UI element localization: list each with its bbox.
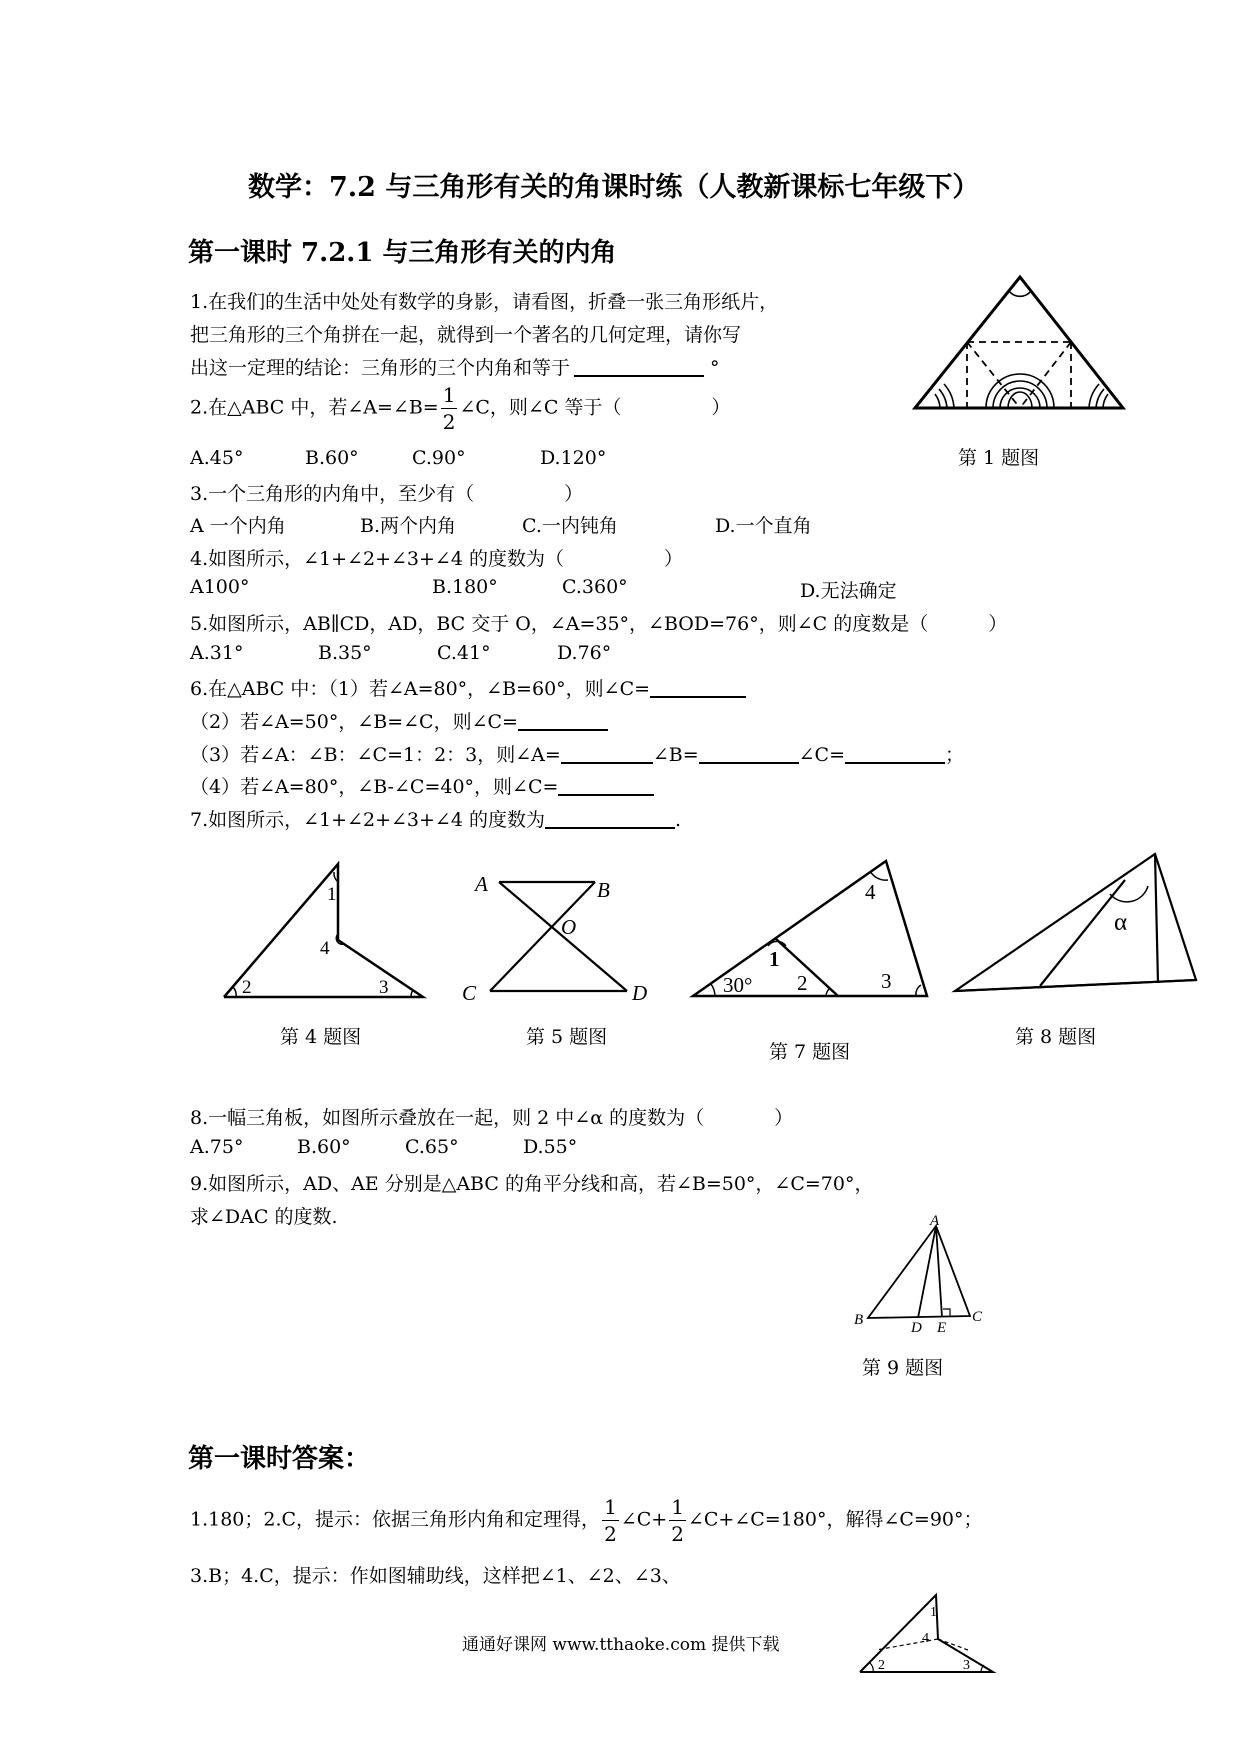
q3-close: ）: [564, 483, 584, 505]
q6-l3a-text: （3）若∠A：∠B：∠C=1：2：3，则∠A=: [190, 744, 561, 766]
q6-l2-text: （2）若∠A=50°，∠B=∠C，则∠C=: [190, 711, 518, 733]
q3-opt-c[interactable]: C.一内钝角: [522, 515, 618, 537]
fig7-label-2: 2: [797, 971, 808, 995]
q5-opt-c[interactable]: C.41°: [437, 642, 491, 664]
caption-fig5: 第 5 题图: [526, 1026, 608, 1048]
q5-close: ）: [988, 613, 1008, 635]
q5-opt-a[interactable]: A.31°: [190, 642, 244, 664]
fig5-label-o: O: [561, 915, 577, 939]
caption-fig4: 第 4 题图: [280, 1026, 362, 1048]
fig4-label-4: 4: [320, 938, 330, 959]
q1-text: 出这一定理的结论：三角形的三个内角和等于: [190, 357, 571, 379]
figans-label-1: 1: [930, 1605, 937, 1620]
fig7-label-4: 4: [865, 880, 876, 904]
q8-close: ）: [774, 1107, 794, 1129]
fig9-label-b: B: [854, 1312, 864, 1328]
q2-opt-b[interactable]: B.60°: [305, 447, 359, 469]
q6-l4-text: （4）若∠A=80°，∠B-∠C=40°，则∠C=: [190, 776, 559, 798]
figans-label-4: 4: [922, 1631, 929, 1646]
q4-opt-b[interactable]: B.180°: [432, 576, 498, 598]
q5-opt-d[interactable]: D.76°: [557, 642, 612, 664]
q1-line2: 把三角形的三个角拼在一起，就得到一个著名的几何定理，请你写: [190, 324, 742, 346]
q4-opt-a[interactable]: A100°: [190, 576, 250, 598]
fig5-label-c: C: [462, 981, 477, 1005]
q6-l3-end: ；: [945, 744, 965, 766]
fig5-label-a: A: [475, 872, 488, 896]
fig7-label-3: 3: [881, 969, 892, 993]
q3-opt-b[interactable]: B.两个内角: [360, 515, 457, 537]
fig9-label-a: A: [930, 1213, 940, 1229]
q8-opt-b[interactable]: B.60°: [297, 1136, 351, 1158]
answers-frac2-den: 2: [671, 1522, 684, 1546]
answers-frac1-den: 2: [604, 1522, 617, 1546]
figans-label-2: 2: [878, 1658, 885, 1673]
q9-line1: 9.如图所示，AD、AE 分别是△ABC 的角平分线和高，若∠B=50°，∠C=70°，: [190, 1173, 874, 1195]
q4-opt-c[interactable]: C.360°: [562, 576, 628, 598]
fig7-label-30: 30°: [723, 973, 753, 997]
fig8-label-alpha: α: [1114, 909, 1128, 936]
fig9-label-c: C: [972, 1309, 983, 1325]
page-footer: 通通好课网 www.tthaoke.com 提供下载: [462, 1635, 780, 1655]
fig7-label-1: 1: [769, 947, 780, 971]
answers-l1a: 1.180；2.C，提示：依据三角形内角和定理得，: [190, 1508, 601, 1531]
q7-text: 7.如图所示，∠1+∠2+∠3+∠4 的度数为: [190, 809, 545, 831]
page-title: 数学：7.2 与三角形有关的角课时练（人教新课标七年级下）: [248, 172, 980, 203]
q2-post: ∠C，则∠C 等于（: [459, 396, 622, 419]
answers-line2: 3.B；4.C，提示：作如图辅助线，这样把∠1、∠2、∠3、: [190, 1565, 681, 1587]
fig4-label-2: 2: [242, 977, 252, 998]
q8-opt-a[interactable]: A.75°: [190, 1136, 244, 1158]
fig5-label-b: B: [597, 878, 610, 902]
q4-close: ）: [663, 548, 683, 570]
q9-line2: 求∠DAC 的度数.: [190, 1206, 338, 1228]
caption-fig9: 第 9 题图: [862, 1357, 944, 1379]
q2-frac-den: 2: [442, 410, 456, 434]
answers-l1b: ∠C+: [620, 1508, 668, 1531]
q6-l3c-text: ∠C=: [798, 744, 846, 766]
caption-fig7: 第 7 题图: [769, 1041, 851, 1063]
answers-frac1-num: 1: [604, 1495, 617, 1519]
q6-l1-text: 6.在△ABC 中：（1）若∠A=80°，∠B=60°，则∠C=: [190, 678, 651, 700]
fig9-label-e: E: [937, 1320, 947, 1336]
q1-unit: °: [710, 357, 720, 379]
answers-l1c: ∠C+∠C=180°，解得∠C=90°；: [687, 1508, 983, 1531]
q2-opt-a[interactable]: A.45°: [190, 447, 244, 469]
q4-text: 4.如图所示，∠1+∠2+∠3+∠4 的度数为（: [190, 548, 564, 570]
q8-opt-c[interactable]: C.65°: [405, 1136, 459, 1158]
q2-close: ）: [711, 396, 731, 419]
q5-text: 5.如图所示，AB∥CD，AD，BC 交于 O，∠A=35°，∠BOD=76°，则∠C 的度数是（: [190, 613, 929, 635]
q2-frac-num: 1: [442, 383, 456, 407]
answers-heading: 第一课时答案：: [188, 1444, 371, 1474]
q2-opt-d[interactable]: D.120°: [540, 447, 607, 469]
q3-text: 3.一个三角形的内角中，至少有（: [190, 483, 475, 505]
q5-opt-b[interactable]: B.35°: [318, 642, 372, 664]
q7-end: .: [674, 809, 682, 831]
q4-opt-d[interactable]: D.无法确定: [800, 580, 897, 602]
caption-fig8: 第 8 题图: [1015, 1026, 1097, 1048]
caption-fig1: 第 1 题图: [958, 447, 1040, 469]
q8-opt-d[interactable]: D.55°: [523, 1136, 578, 1158]
q2-pre: 2.在△ABC 中，若∠A=∠B=: [190, 396, 439, 419]
q6-l3b-text: ∠B=: [652, 744, 699, 766]
section-heading: 第一课时 7.2.1 与三角形有关的内角: [188, 238, 617, 268]
fig5-label-d: D: [632, 981, 648, 1005]
fig4-label-3: 3: [379, 977, 389, 998]
q8-text: 8.一幅三角板，如图所示叠放在一起，则 2 中∠α 的度数为（: [190, 1107, 705, 1129]
fig4-label-1: 1: [327, 884, 337, 905]
q3-opt-d[interactable]: D.一个直角: [715, 515, 812, 537]
answers-frac2-num: 1: [671, 1495, 684, 1519]
q2-opt-c[interactable]: C.90°: [412, 447, 466, 469]
fig9-label-d: D: [911, 1320, 922, 1336]
q1-line1: 1.在我们的生活中处处有数学的身影，请看图，折叠一张三角形纸片，: [190, 291, 779, 313]
figans-label-3: 3: [963, 1658, 970, 1673]
q3-opt-a[interactable]: A 一个内角: [190, 515, 286, 537]
